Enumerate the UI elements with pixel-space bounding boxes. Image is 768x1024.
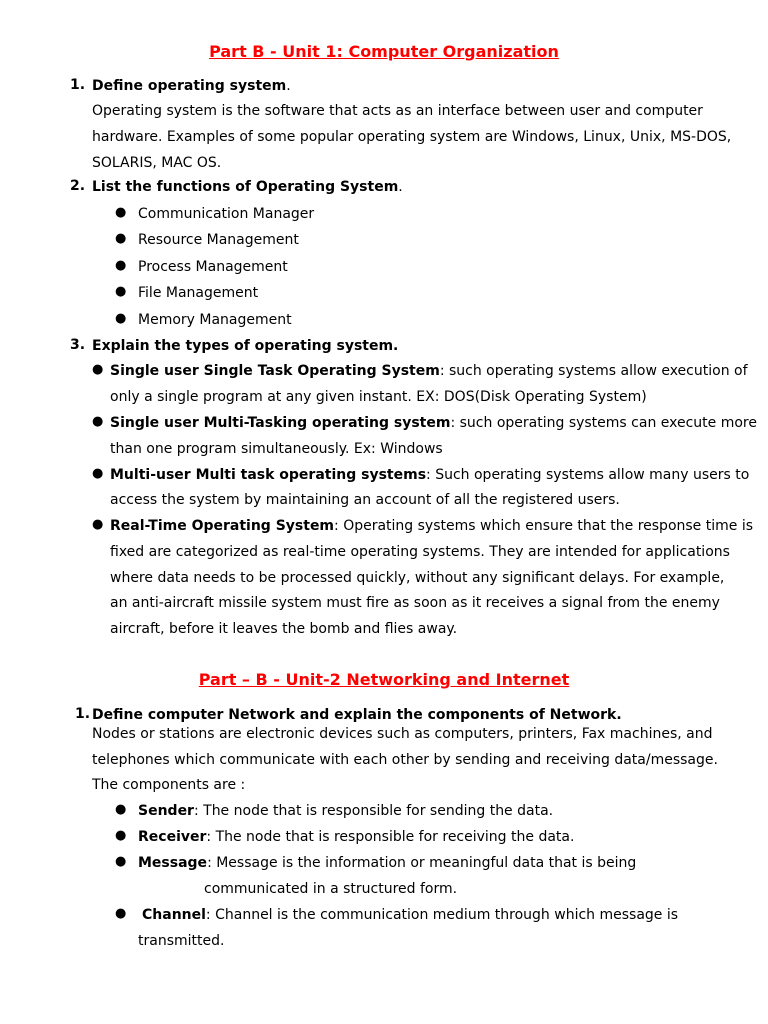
q1-answer-line: SOLARIS, MAC OS.: [92, 155, 222, 171]
os-type-term: Single user Single Task Operating System: [110, 363, 440, 379]
os-type-desc-line: fixed are categorized as real-time operating systems. They are intended for applications: [110, 544, 730, 560]
os-type-desc-line: aircraft, before it leaves the bomb and flies away.: [110, 621, 458, 637]
component-desc-line: transmitted.: [138, 933, 225, 949]
bullet-icon: ●: [92, 414, 104, 429]
component-term: Sender: [138, 803, 194, 819]
function-item: Resource Management: [138, 232, 299, 248]
os-type-item: [110, 517, 753, 535]
q2-question-text: List the functions of Operating System: [92, 179, 399, 195]
q2-question: [92, 178, 403, 196]
q1-question: [92, 77, 291, 95]
os-type-desc-line: only a single program at any given instant. EX: DOS(Disk Operating System): [110, 389, 647, 405]
q2-question-end: .: [398, 179, 403, 195]
q1-number: 1.: [70, 77, 86, 93]
os-type-desc-line: an anti-aircraft missile system must fire as soon as it receives a signal from the enemy: [110, 595, 720, 611]
u2-answer-line: telephones which communicate with each other by sending and receiving data/message.: [92, 752, 718, 768]
os-type-desc: : such operating systems can execute more: [450, 415, 757, 431]
function-item: File Management: [138, 285, 259, 301]
bullet-icon: ●: [92, 362, 104, 377]
q1-answer-line: Operating system is the software that acts as an interface between user and computer: [92, 103, 703, 119]
bullet-icon: ●: [92, 466, 104, 481]
q1-answer-line: hardware. Examples of some popular operating system are Windows, Linux, Unix, MS-DOS,: [92, 129, 732, 145]
unit1-title: Part B - Unit 1: Computer Organization: [209, 42, 559, 61]
function-item: Communication Manager: [138, 206, 315, 222]
bullet-icon: ●: [115, 311, 127, 326]
bullet-icon: ●: [92, 517, 104, 532]
os-type-desc: : Such operating systems allow many users to: [426, 467, 750, 483]
q3-question: Explain the types of operating system.: [92, 338, 399, 354]
component-desc: : The node that is responsible for receiving the data.: [206, 829, 575, 845]
os-type-desc-line: access the system by maintaining an account of all the registered users.: [110, 492, 620, 508]
os-type-term: Multi-user Multi task operating systems: [110, 467, 427, 483]
bullet-icon: ●: [115, 284, 127, 299]
function-item: Process Management: [138, 259, 288, 275]
bullet-icon: ●: [115, 258, 127, 273]
bullet-icon: ●: [115, 205, 127, 220]
bullet-icon: ●: [115, 231, 127, 246]
component-item: [138, 802, 553, 820]
component-item: [142, 906, 678, 924]
q1-question-end: .: [286, 78, 291, 94]
os-type-item: [110, 414, 757, 432]
os-type-desc: : Operating systems which ensure that the response time is: [334, 518, 754, 534]
u2-q1-number: 1.: [75, 706, 91, 722]
q3-number: 3.: [70, 337, 86, 353]
bullet-icon: ●: [115, 828, 127, 843]
os-type-desc-line: where data needs to be processed quickly, without any significant delays. For example,: [110, 570, 725, 586]
os-type-desc: : such operating systems allow execution of: [439, 363, 748, 379]
bullet-icon: ●: [115, 802, 127, 817]
os-type-item: [110, 362, 748, 380]
component-desc: : Message is the information or meaningful data that is being: [207, 855, 637, 871]
os-type-term: Real-Time Operating System: [110, 518, 335, 534]
component-term: Message: [138, 855, 208, 871]
bullet-icon: ●: [115, 906, 127, 921]
component-term: Receiver: [138, 829, 207, 845]
component-desc: : The node that is responsible for sending the data.: [193, 803, 554, 819]
component-desc-line: communicated in a structured form.: [204, 881, 458, 897]
component-item: [138, 828, 574, 846]
u2-answer-line: Nodes or stations are electronic devices such as computers, printers, Fax machines, and: [92, 726, 713, 742]
function-item: Memory Management: [138, 312, 292, 328]
component-term: Channel: [142, 907, 206, 923]
unit2-title: Part – B - Unit-2 Networking and Internet: [198, 670, 570, 689]
u2-q1-question: Define computer Network and explain the components of Network.: [92, 707, 622, 723]
bullet-icon: ●: [115, 854, 127, 869]
os-type-term: Single user Multi-Tasking operating system: [110, 415, 451, 431]
q1-question-text: Define operating system: [92, 78, 287, 94]
component-item: [138, 854, 636, 872]
os-type-desc-line: than one program simultaneously. Ex: Windows: [110, 441, 443, 457]
component-desc: : Channel is the communication medium through which message is: [205, 907, 679, 923]
os-type-item: [110, 466, 749, 484]
q2-number: 2.: [70, 178, 86, 194]
u2-answer-line: The components are :: [92, 777, 246, 793]
